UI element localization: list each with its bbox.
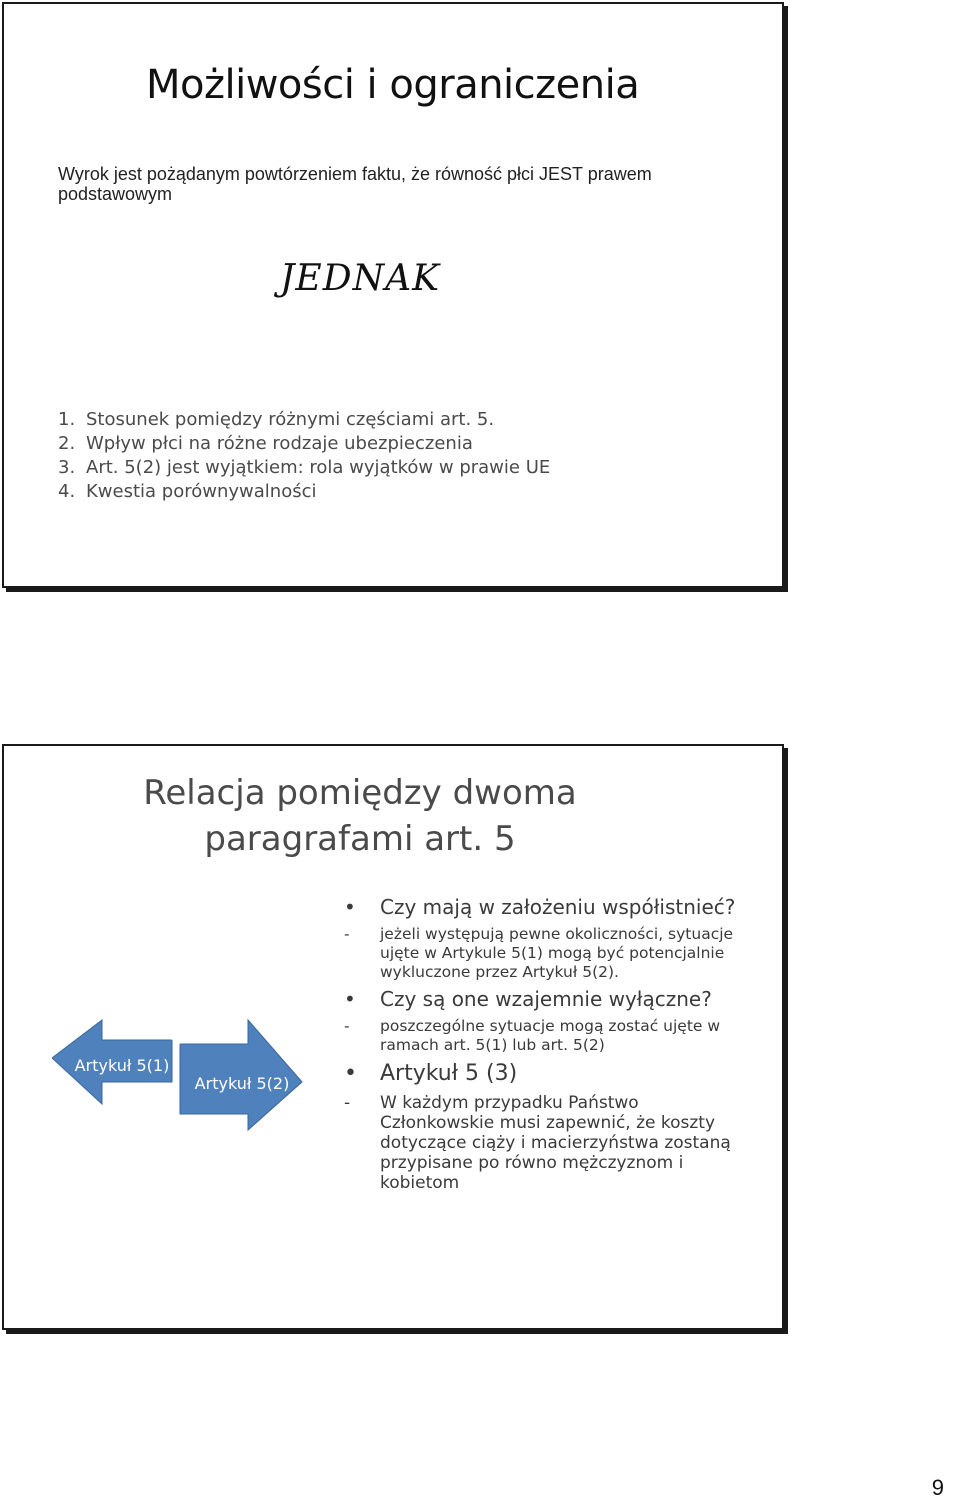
list-item-number: 1. — [58, 409, 76, 430]
page-number: 9 — [931, 1475, 944, 1500]
list-item — [58, 456, 550, 480]
list-item — [58, 480, 550, 504]
bullet-text: Czy są one wzajemnie wyłączne? — [380, 987, 712, 1011]
slide-2-title-line-1: Relacja pomiędzy dwoma — [143, 773, 577, 813]
articles-arrow-diagram — [52, 1018, 322, 1138]
slide-2-title-line-2: paragrafami art. 5 — [204, 819, 516, 859]
list-item-text: Wpływ płci na różne rodzaje ubezpieczenia — [86, 433, 473, 454]
jednak-heading: JEDNAK — [280, 258, 440, 299]
right-arrow-label: Artykuł 5(2) — [194, 1074, 290, 1093]
sub-bullet-item — [344, 1017, 754, 1055]
sub-bullet-marker: - — [344, 1093, 351, 1113]
bullet-marker: • — [344, 1061, 357, 1086]
list-item-number: 2. — [58, 433, 76, 454]
slide-1-title: Możliwości i ograniczenia — [146, 62, 640, 108]
sub-bullet-text: poszczególne sytuacje mogą zostać ujęte w ramach art. 5(1) lub art. 5(2) — [380, 1017, 721, 1054]
list-item-number: 3. — [58, 457, 76, 478]
bullet-item — [344, 1061, 754, 1087]
sub-bullet-item — [344, 1093, 754, 1193]
list-item-text: Kwestia porównywalności — [86, 481, 317, 502]
sub-bullet-text: jeżeli występują pewne okoliczności, sytuacje ujęte w Artykule 5(1) mogą być potencjalnie wykluczone przez Artykuł 5(2). — [380, 925, 734, 981]
list-item-text: Stosunek pomiędzy różnymi częściami art. 5. — [86, 409, 495, 430]
sub-bullet-item — [344, 925, 754, 982]
slide-1-intro: Wyrok jest pożądanym powtórzeniem faktu, że równość płci JEST prawem podstawowym — [58, 164, 652, 204]
bullet-marker: • — [344, 987, 356, 1011]
arrow-connector — [172, 1039, 180, 1044]
list-item — [58, 408, 550, 432]
bullet-item — [344, 896, 754, 919]
bullet-marker: • — [344, 895, 356, 919]
list-item-number: 4. — [58, 481, 76, 502]
slide-2-title — [100, 770, 620, 862]
slide-2-bullets — [344, 896, 754, 1193]
list-item — [58, 432, 550, 456]
bullet-item — [344, 988, 754, 1011]
sub-bullet-marker: - — [344, 1017, 350, 1035]
slide-1-list — [58, 408, 550, 504]
bullet-text: Czy mają w założeniu współistnieć? — [380, 895, 736, 919]
sub-bullet-marker: - — [344, 925, 350, 943]
sub-bullet-text: W każdym przypadku Państwo Członkowskie musi zapewnić, że koszty dotyczące ciąży i macierzyństwa zostaną przypisane po równo mężczyznom i kobietom — [380, 1093, 731, 1193]
bullet-text: Artykuł 5 (3) — [380, 1061, 518, 1086]
left-arrow-label: Artykuł 5(1) — [74, 1056, 170, 1075]
list-item-text: Art. 5(2) jest wyjątkiem: rola wyjątków w prawie UE — [86, 457, 551, 478]
